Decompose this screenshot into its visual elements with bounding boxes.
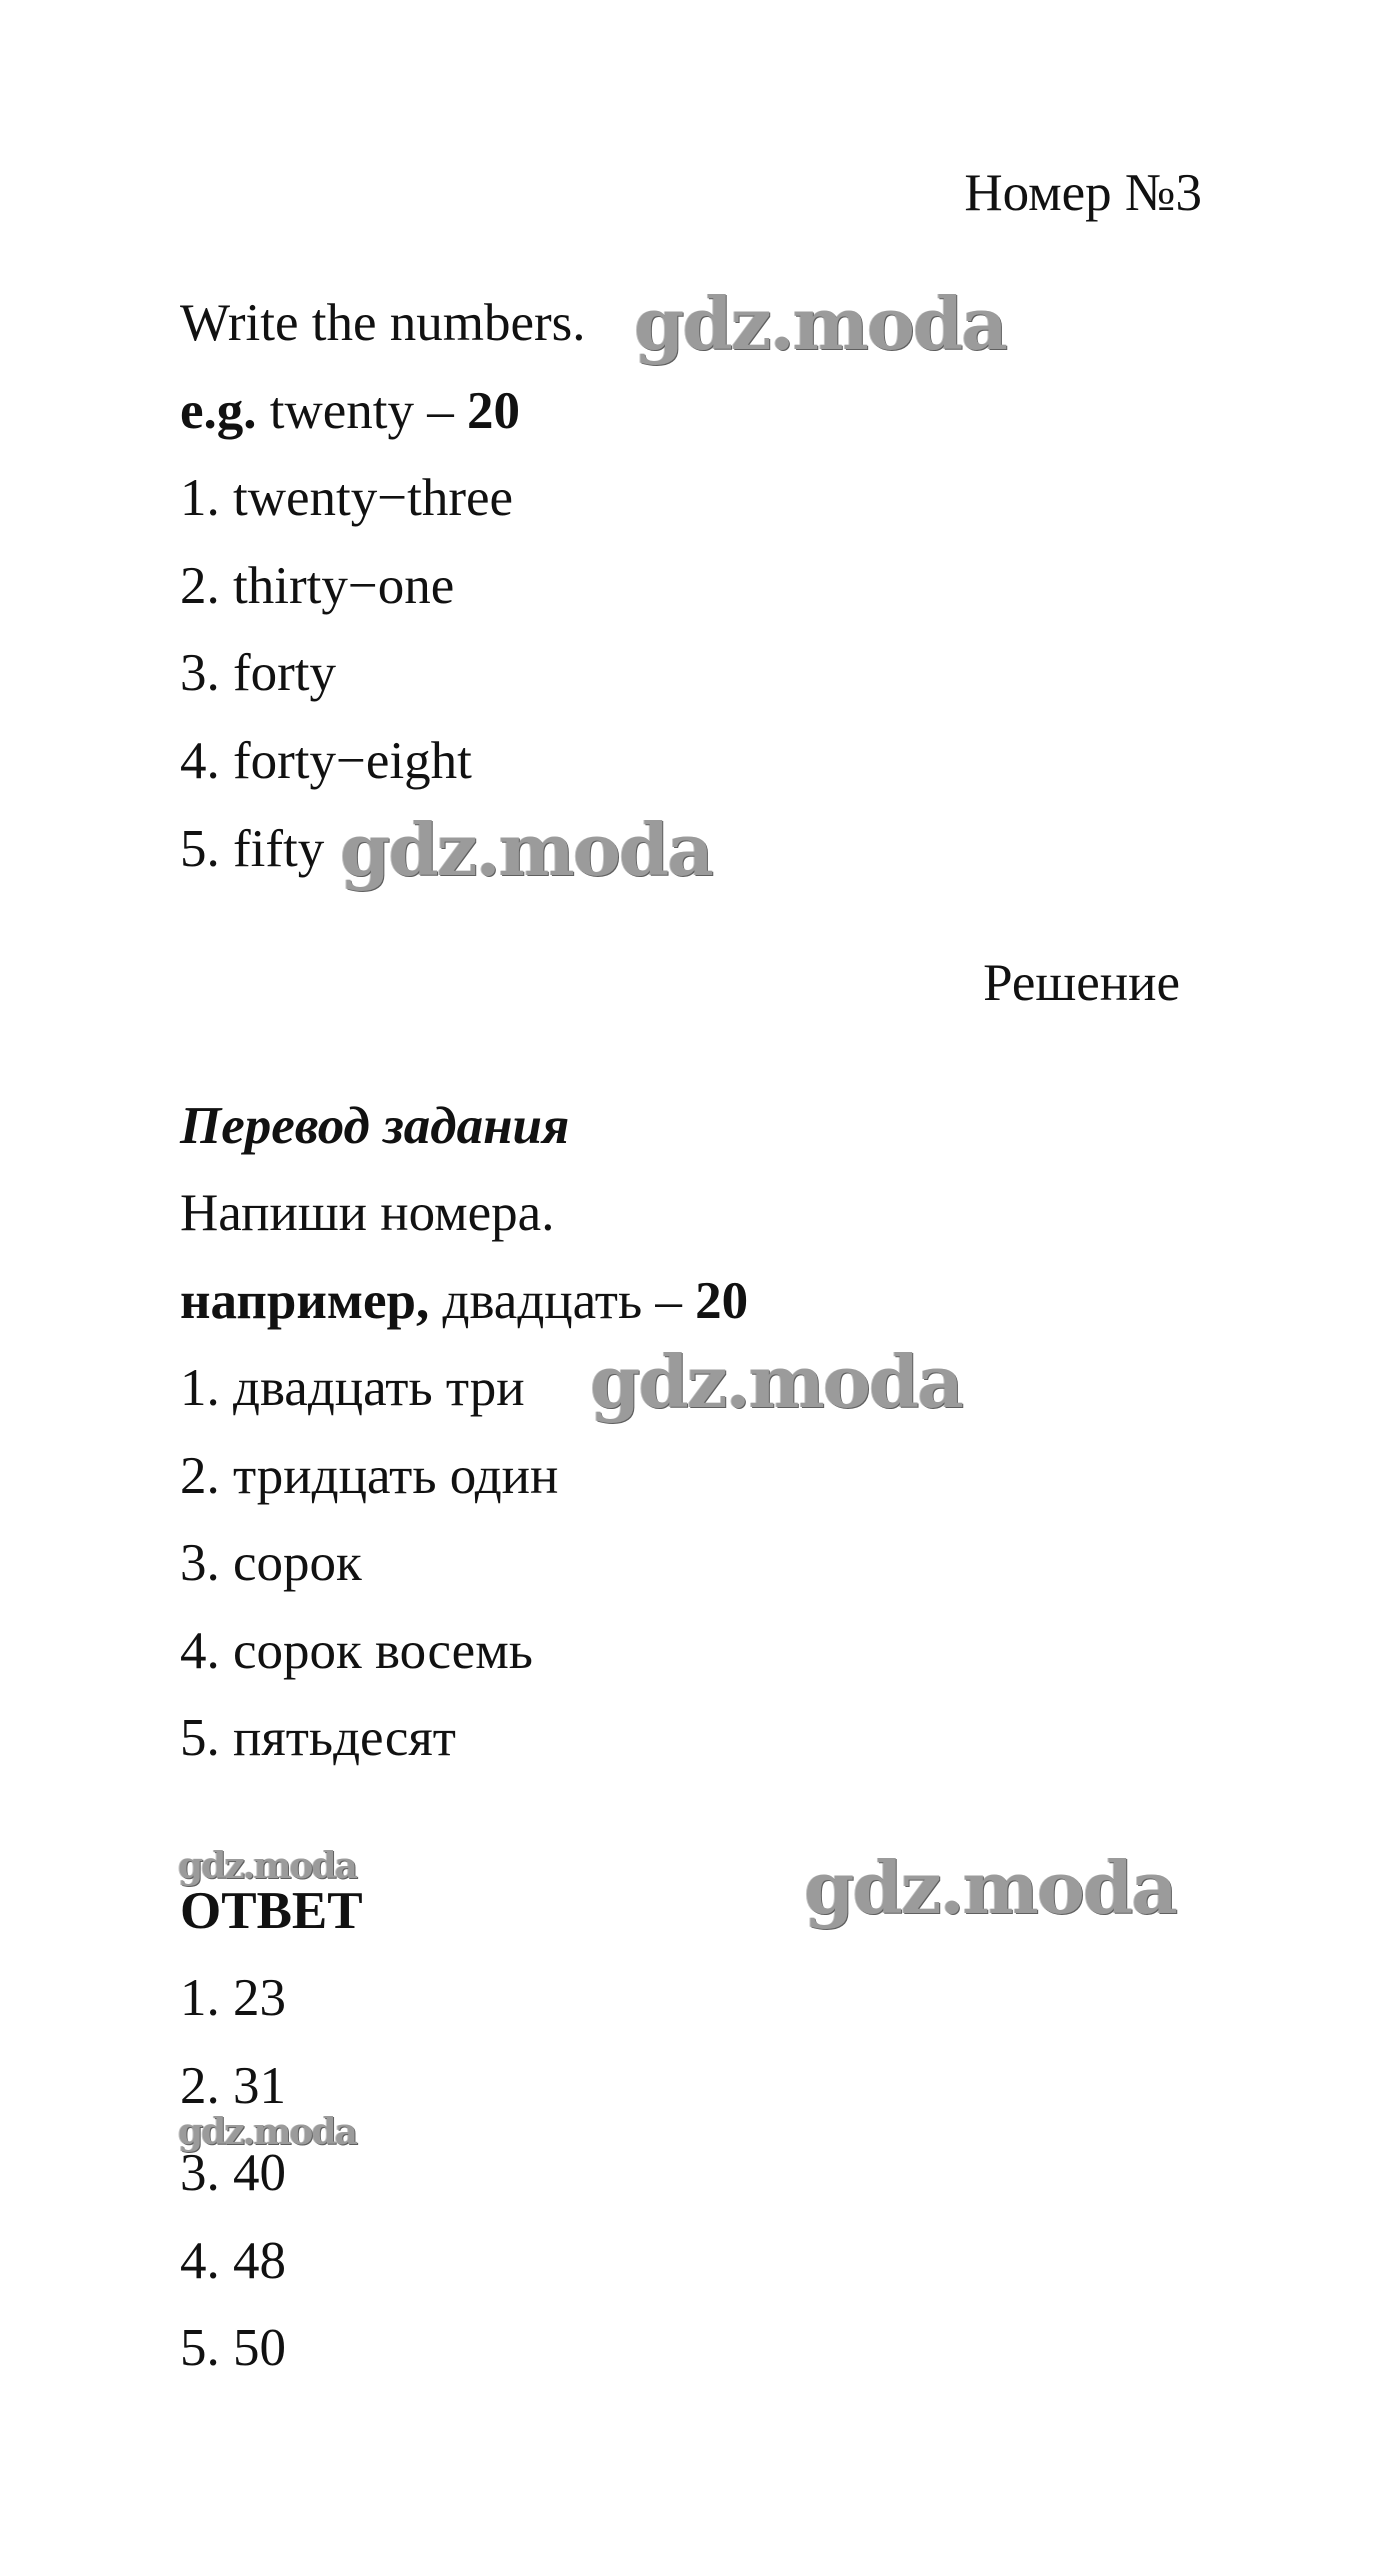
- translation-item-4: 4. сорок восемь: [180, 1622, 533, 1680]
- task-example: [180, 380, 520, 442]
- translation-instruction: Напиши номера.: [180, 1184, 555, 1242]
- task-item-4: 4. forty−eight: [180, 732, 472, 790]
- watermark: gdz.moda: [804, 1845, 1176, 1930]
- answer-heading: ОТВЕТ: [180, 1882, 363, 1940]
- watermark: gdz.moda: [634, 281, 1006, 366]
- translation-example-answer: 20: [695, 1272, 749, 1330]
- solution-heading: Решение: [983, 954, 1180, 1012]
- watermark: gdz.moda: [178, 1845, 356, 1887]
- translation-example: [180, 1270, 748, 1332]
- example-prefix: e.g.: [180, 382, 257, 440]
- task-number-label: Номер №3: [964, 164, 1202, 222]
- answer-item-2: 2. 31: [180, 2057, 286, 2115]
- example-answer: 20: [467, 382, 521, 440]
- example-word: twenty –: [256, 382, 468, 440]
- watermark: gdz.moda: [178, 2111, 356, 2153]
- translation-example-word: двадцать –: [429, 1272, 696, 1330]
- answer-item-5: 5. 50: [180, 2319, 286, 2377]
- translation-item-2: 2. тридцать один: [180, 1447, 559, 1505]
- translation-example-prefix: например,: [180, 1272, 430, 1330]
- translation-heading: Перевод задания: [180, 1097, 570, 1155]
- task-item-1: 1. twenty−three: [180, 469, 514, 527]
- answer-item-4: 4. 48: [180, 2232, 286, 2290]
- watermark: gdz.moda: [340, 807, 712, 892]
- task-item-3: 3. forty: [180, 644, 337, 702]
- translation-item-3: 3. сорок: [180, 1534, 362, 1592]
- translation-item-5: 5. пятьдесят: [180, 1709, 456, 1767]
- watermark: gdz.moda: [590, 1339, 962, 1424]
- answer-item-1: 1. 23: [180, 1969, 286, 2027]
- task-item-5: 5. fifty: [180, 820, 325, 878]
- translation-item-1: 1. двадцать три: [180, 1359, 525, 1417]
- answer-item-3: 3. 40: [180, 2144, 286, 2202]
- task-item-2: 2. thirty−one: [180, 557, 455, 615]
- task-instruction: Write the numbers.: [180, 294, 586, 352]
